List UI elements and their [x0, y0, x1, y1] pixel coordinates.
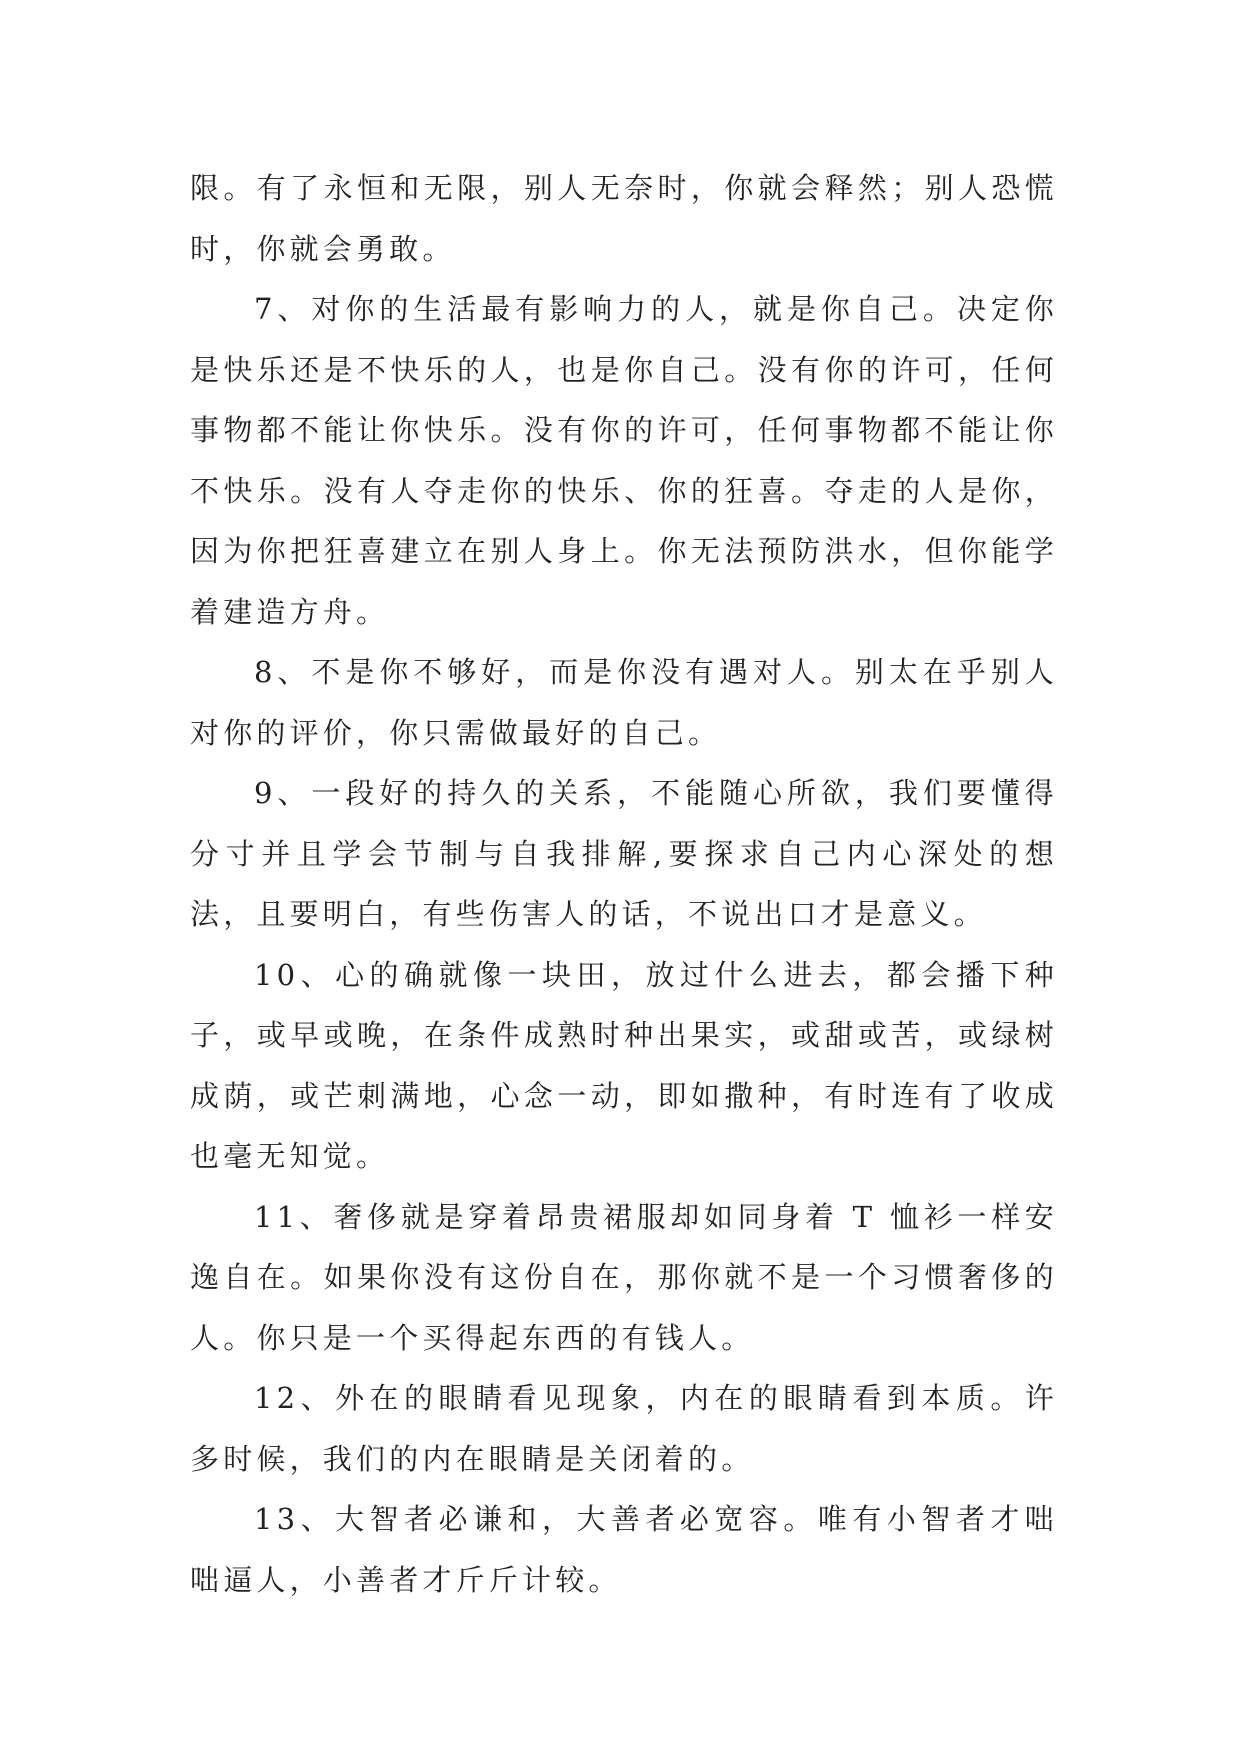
paragraph-continued: 限。有了永恒和无限，别人无奈时，你就会释然；别人恐慌时，你就会勇敢。 — [190, 171, 1058, 266]
document-page — [190, 158, 1058, 1610]
paragraph-10: 10、心的确就像一块田，放过什么进去，都会播下种子，或早或晚，在条件成熟时种出果实，或甜或苦，或绿树成荫，或芒刺满地，心念一动，即如撒种，有时连有了收成也毫无知觉。 — [190, 957, 1058, 1173]
paragraph-13: 13、大智者必谦和，大善者必宽容。唯有小智者才咄咄逼人，小善者才斤斤计较。 — [190, 1502, 1058, 1597]
paragraph-12: 12、外在的眼睛看见现象，内在的眼睛看到本质。许多时候，我们的内在眼睛是关闭着的。 — [190, 1381, 1058, 1476]
paragraph-11: 11、奢侈就是穿着昂贵裙服却如同身着 T 恤衫一样安逸自在。如果你没有这份自在，那你就不是一个习惯奢侈的人。你只是一个买得起东西的有钱人。 — [190, 1199, 1058, 1355]
paragraph-7: 7、对你的生活最有影响力的人，就是你自己。决定你是快乐还是不快乐的人，也是你自己。没有你的许可，任何事物都不能让你快乐。没有你的许可，任何事物都不能让你不快乐。没有人夺走你的快乐、你的狂喜。夺走的人是你，因为你把狂喜建立在别人身上。你无法预防洪水，但你能学着建造方舟。 — [190, 292, 1058, 629]
paragraph-8: 8、不是你不够好，而是你没有遇对人。别太在乎别人对你的评价，你只需做最好的自己。 — [190, 655, 1058, 750]
paragraph-9: 9、一段好的持久的关系，不能随心所欲，我们要懂得分寸并且学会节制与自我排解,要探求自己内心深处的想法，且要明白，有些伤害人的话，不说出口才是意义。 — [190, 776, 1058, 931]
